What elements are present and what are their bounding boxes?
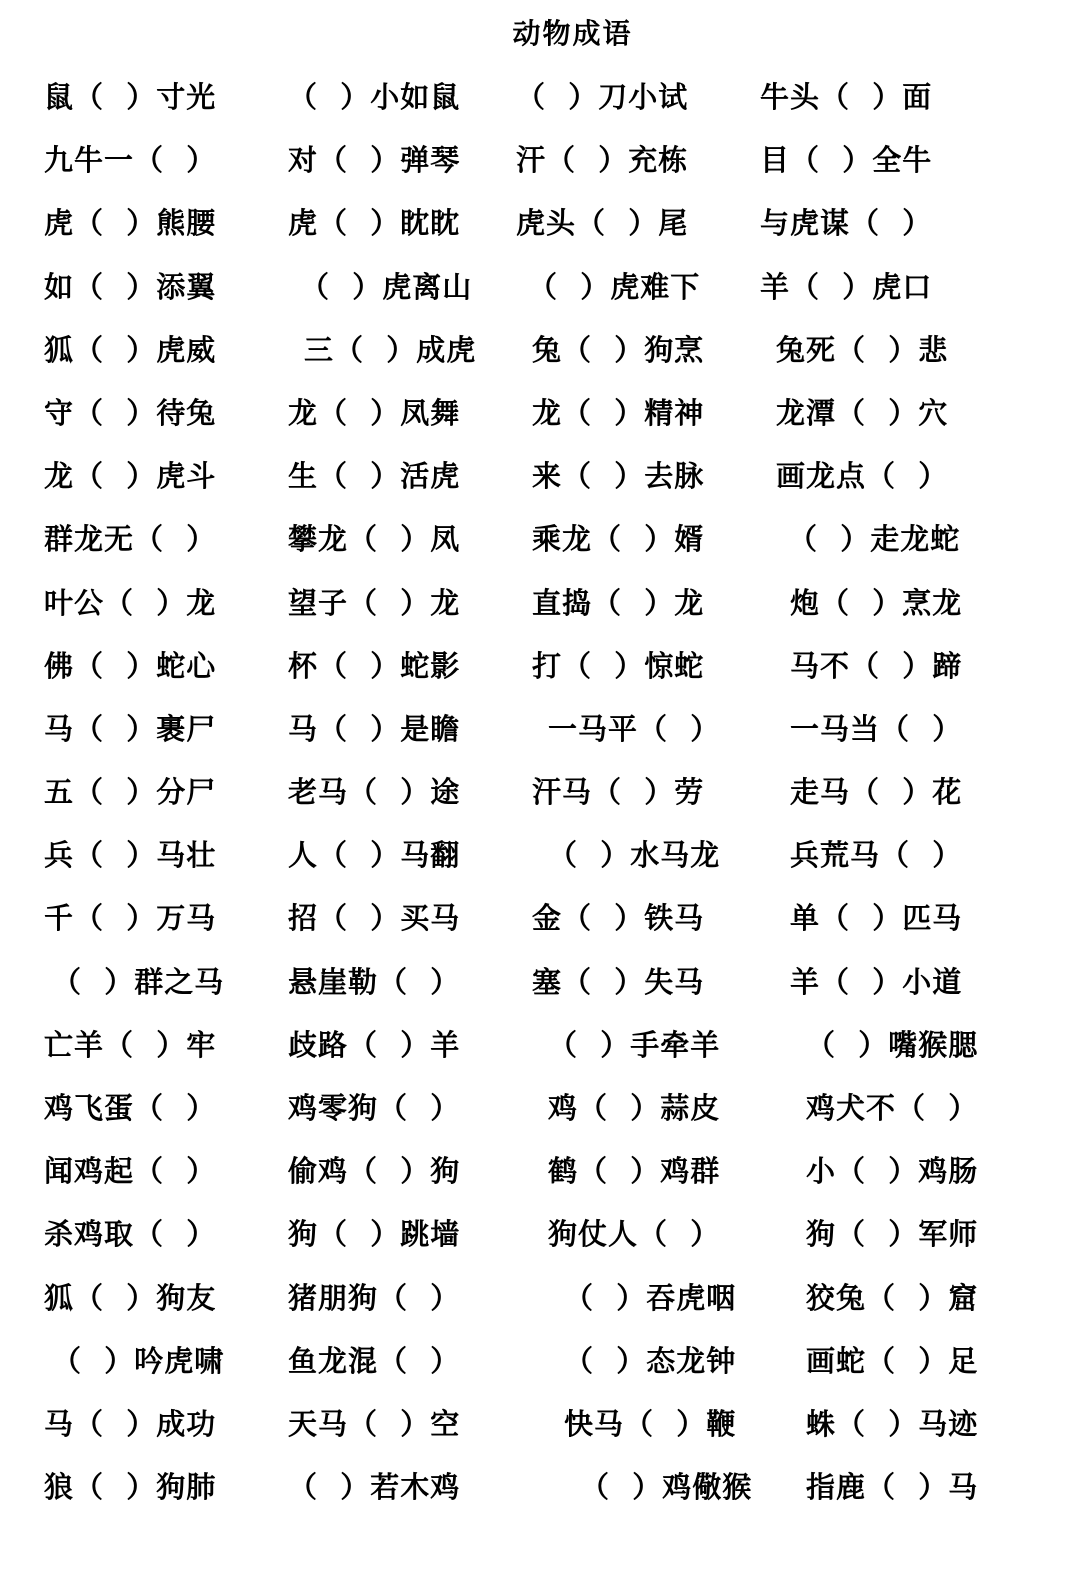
idiom-row [0,393,1080,456]
idiom-item: 佛（ ）蛇心 [44,648,217,683]
page-title: 动物成语 [512,17,633,50]
idiom-item: 指鹿（ ）马 [806,1470,979,1505]
idiom-item: 悬崖勒（ ） [288,964,461,999]
idiom-item: 马（ ）是瞻 [288,711,461,746]
idiom-item: 鼠（ ）寸光 [44,80,217,114]
idiom-item: 蛛（ ）马迹 [806,1406,979,1441]
idiom-item: 对（ ）弹琴 [288,143,461,178]
idiom-item: 小（ ）鸡肠 [806,1154,979,1189]
idiom-item: 一马平（ ） [548,711,721,746]
idiom-item: 马（ ）裹尸 [44,711,217,746]
idiom-item: 虎头（ ）尾 [516,206,689,241]
idiom-item: 狐（ ）狗友 [44,1280,217,1315]
idiom-item: 走马（ ）花 [790,775,963,810]
idiom-item: 狗（ ）军师 [806,1217,979,1252]
idiom-row [0,646,1080,709]
idiom-item: （ ）刀小试 [516,80,689,114]
idiom-row [0,1278,1080,1341]
idiom-item: （ ）吟虎啸 [52,1343,225,1378]
idiom-item: 单（ ）匹马 [790,901,963,936]
idiom-item: 直捣（ ）龙 [532,585,705,620]
idiom-row [0,962,1080,1025]
idiom-item: 塞（ ）失马 [532,964,705,999]
idiom-row [0,1151,1080,1214]
idiom-item: 九牛一（ ） [44,143,217,178]
idiom-row [0,835,1080,898]
idiom-item: （ ）嘴猴腮 [806,1027,979,1062]
idiom-item: 金（ ）铁马 [532,901,705,936]
idiom-row [0,1467,1080,1530]
idiom-item: 快马（ ）鞭 [564,1406,737,1441]
idiom-item: 龙潭（ ）穴 [776,395,949,430]
idiom-item: 目（ ）全牛 [760,143,933,178]
idiom-row [0,1404,1080,1467]
idiom-item: 守（ ）待兔 [44,395,217,430]
idiom-item: （ ）鸡儆猴 [580,1470,753,1505]
idiom-item: 来（ ）去脉 [532,459,705,494]
idiom-item: 画蛇（ ）足 [806,1343,979,1378]
idiom-row [0,456,1080,519]
idiom-row [0,267,1080,330]
idiom-item: （ ）走龙蛇 [788,522,961,557]
idiom-row [0,1025,1080,1088]
idiom-item: 画龙点（ ） [776,459,949,494]
idiom-item: 望子（ ）龙 [288,585,461,620]
idiom-row [0,709,1080,772]
idiom-item: 老马（ ）途 [288,775,461,810]
idiom-item: 招（ ）买马 [288,901,461,936]
idiom-item: （ ）群之马 [52,964,225,999]
idiom-item: 与虎谋（ ） [760,206,933,241]
idiom-item: （ ）虎离山 [300,269,473,304]
idiom-item: 歧路（ ）羊 [288,1027,461,1062]
idiom-item: 虎（ ）熊腰 [44,206,217,241]
idiom-item: 如（ ）添翼 [44,269,217,304]
idiom-item: 马不（ ）蹄 [790,648,963,683]
idiom-item: 兔（ ）狗烹 [532,332,705,367]
idiom-item: 打（ ）惊蛇 [532,648,705,683]
idiom-item: （ ）若木鸡 [288,1470,461,1505]
idiom-item: 鱼龙混（ ） [288,1343,461,1378]
idiom-item: 龙（ ）虎斗 [44,459,217,494]
idiom-item: 虎（ ）眈眈 [288,206,461,241]
idiom-item: 狐（ ）虎威 [44,332,217,367]
idiom-item: 龙（ ）凤舞 [288,395,461,430]
idiom-item: 狗（ ）跳墙 [288,1217,461,1252]
idiom-item: 兔死（ ）悲 [776,332,949,367]
idiom-item: 千（ ）万马 [44,901,217,936]
idiom-row [0,1214,1080,1277]
idiom-item: 鸡零狗（ ） [288,1091,461,1125]
idiom-item: 鹤（ ）鸡群 [548,1154,721,1189]
idiom-item: 羊（ ）虎口 [760,269,933,304]
idiom-item: 攀龙（ ）凤 [288,522,461,557]
idiom-item: 鸡飞蛋（ ） [44,1091,217,1125]
idiom-item: 三（ ）成虎 [304,332,477,367]
idiom-item: 一马当（ ） [790,711,963,746]
idiom-item: 偷鸡（ ）狗 [288,1154,461,1189]
idiom-item: 马（ ）成功 [44,1406,217,1441]
idiom-item: （ ）手牵羊 [548,1027,721,1062]
idiom-item: （ ）虎难下 [528,269,701,304]
idiom-item: 鸡（ ）蒜皮 [548,1091,721,1125]
idiom-item: 鸡犬不（ ） [806,1091,979,1125]
idiom-row [0,77,1080,140]
idiom-item: 生（ ）活虎 [288,459,461,494]
idiom-item: 龙（ ）精神 [532,395,705,430]
idiom-item: 羊（ ）小道 [790,964,963,999]
idiom-item: 闻鸡起（ ） [44,1154,217,1189]
idiom-item: 汗（ ）充栋 [516,143,689,178]
idiom-item: 猪朋狗（ ） [288,1280,461,1315]
idiom-item: 兵荒马（ ） [790,838,963,873]
idiom-item: 狗仗人（ ） [548,1217,721,1252]
idiom-item: 乘龙（ ）婿 [532,522,705,557]
idiom-item: 杯（ ）蛇影 [288,648,461,683]
idiom-item: （ ）吞虎咽 [564,1280,737,1315]
idiom-item: （ ）水马龙 [548,838,721,873]
idiom-item: 狼（ ）狗肺 [44,1470,217,1505]
idiom-item: （ ）小如鼠 [288,80,461,114]
idiom-item: 叶公（ ）龙 [44,585,217,620]
idiom-row [0,519,1080,582]
idiom-row [0,772,1080,835]
idiom-item: （ ）态龙钟 [564,1343,737,1378]
idiom-grid [0,77,1080,1530]
idiom-item: 牛头（ ）面 [760,80,933,114]
idiom-row [0,583,1080,646]
idiom-item: 五（ ）分尸 [44,775,217,810]
idiom-item: 兵（ ）马壮 [44,838,217,873]
idiom-row [0,1341,1080,1404]
idiom-item: 狡兔（ ）窟 [806,1280,979,1315]
idiom-item: 汗马（ ）劳 [532,775,705,810]
idiom-row [0,140,1080,203]
idiom-item: 炮（ ）烹龙 [790,585,963,620]
idiom-item: 亡羊（ ）牢 [44,1027,217,1062]
idiom-row [0,203,1080,266]
idiom-row [0,898,1080,961]
idiom-row [0,330,1080,393]
idiom-row [0,1088,1080,1151]
idiom-item: 天马（ ）空 [288,1406,461,1441]
idiom-item: 群龙无（ ） [44,522,217,557]
idiom-item: 杀鸡取（ ） [44,1217,217,1252]
idiom-item: 人（ ）马翻 [288,838,461,873]
